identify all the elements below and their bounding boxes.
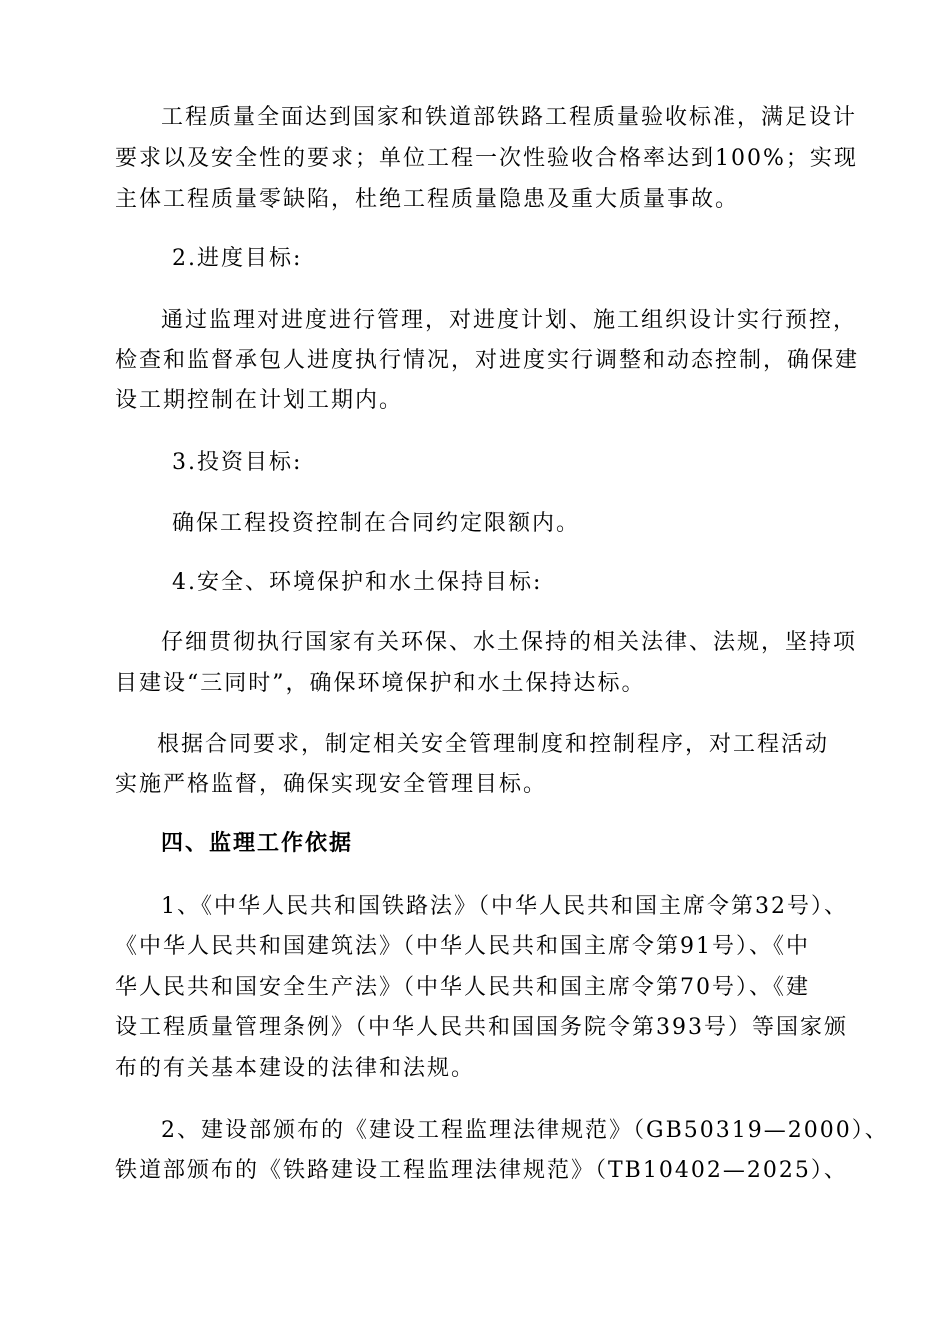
investment-heading: 3.投资目标: bbox=[172, 450, 303, 475]
basis1-line-3: 华人民共和国安全生产法》（中华人民共和国主席令第70号）、《建 bbox=[115, 975, 810, 1000]
basis2-line-1: 2、建设部颁布的《建设工程监理法律规范》（GB50319—2000）、 bbox=[161, 1118, 889, 1143]
basis1-line-2: 《中华人民共和国建筑法》（中华人民共和国主席令第91号）、《中 bbox=[115, 934, 810, 959]
basis1-line-1: 1、《中华人民共和国铁路法》（中华人民共和国主席令第32号）、 bbox=[161, 894, 848, 919]
quality-line-3: 主体工程质量零缺陷，杜绝工程质量隐患及重大质量事故。 bbox=[115, 187, 740, 212]
investment-line-1: 确保工程投资控制在合同约定限额内。 bbox=[172, 511, 581, 536]
quality-line-2: 要求以及安全性的要求；单位工程一次性验收合格率达到100%；实现 bbox=[115, 146, 858, 171]
basis1-line-5: 布的有关基本建设的法律和法规。 bbox=[115, 1056, 476, 1081]
basis1-line-4: 设工程质量管理条例》（中华人民共和国国务院令第393号）等国家颁 bbox=[115, 1015, 848, 1040]
contract-line-1: 根据合同要求，制定相关安全管理制度和控制程序，对工程活动 bbox=[157, 732, 830, 757]
safety-line-1: 仔细贯彻执行国家有关环保、水土保持的相关法律、法规，坚持项 bbox=[161, 630, 858, 655]
quality-line-1: 工程质量全面达到国家和铁道部铁路工程质量验收标准，满足设计 bbox=[161, 105, 858, 130]
safety-line-2: 目建设“三同时”，确保环境保护和水土保持达标。 bbox=[115, 671, 646, 696]
safety-heading: 4.安全、环境保护和水土保持目标: bbox=[172, 570, 543, 595]
progress-line-2: 检查和监督承包人进度执行情况，对进度实行调整和动态控制，确保建 bbox=[115, 348, 860, 373]
section-heading: 四、监理工作依据 bbox=[161, 831, 354, 856]
progress-line-1: 通过监理对进度进行管理，对进度计划、施工组织设计实行预控， bbox=[161, 308, 858, 333]
progress-line-3: 设工期控制在计划工期内。 bbox=[115, 388, 404, 413]
basis2-line-2: 铁道部颁布的《铁路建设工程监理法律规范》（TB10402—2025）、 bbox=[115, 1158, 848, 1183]
contract-line-2: 实施严格监督，确保实现安全管理目标。 bbox=[115, 772, 548, 797]
progress-heading: 2.进度目标: bbox=[172, 246, 303, 271]
